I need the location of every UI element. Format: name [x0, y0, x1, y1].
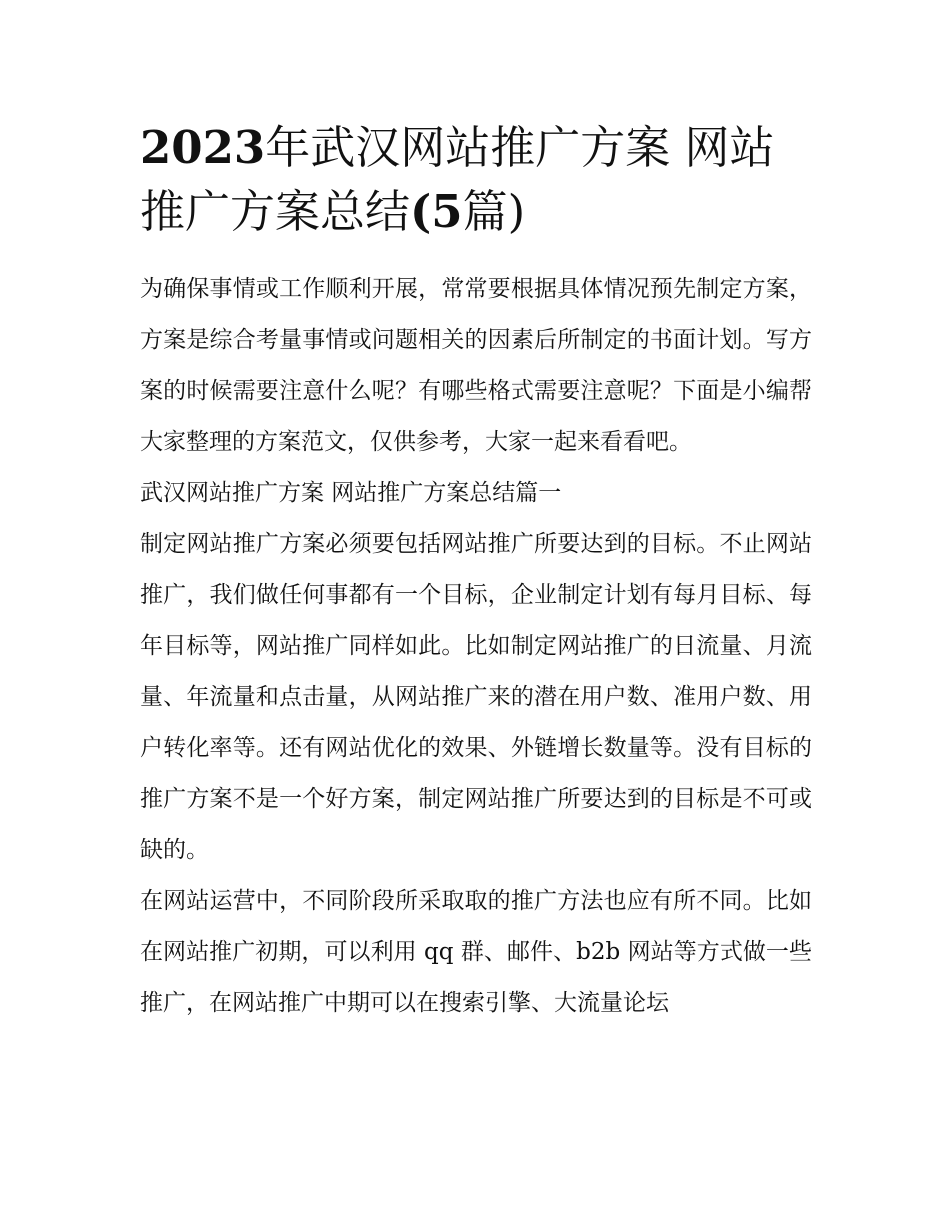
document-content [140, 116, 812, 1029]
title-main: 年武汉网站推广方案 网站推广方案总结 [140, 121, 775, 238]
section-heading: 武汉网站推广方案 网站推广方案总结篇一 [140, 480, 562, 506]
title-unit: 篇) [462, 185, 526, 238]
body-paragraph-methods: 在网站运营中，不同阶段所采取取的推广方法也应有所不同。比如在网站推广初期，可以利用 qq 群、邮件、b2b 网站等方式做一些推广，在网站推广中期可以在搜索引擎、大流量论坛 [140, 888, 812, 1016]
title-count: (5 [410, 185, 463, 238]
body-paragraph-goals: 制定网站推广方案必须要包括网站推广所要达到的目标。不止网站推广，我们做任何事都有一个目标，企业制定计划有每月目标、每年目标等，网站推广同样如此。比如制定网站推广的日流量、月流量、年流量和点击量，从网站推广来的潜在用户数、准用户数、用户转化率等。还有网站优化的效果、外链增长数量等。没有目标的推广方案不是一个好方案，制定网站推广所要达到的目标是不可或缺的。 [140, 531, 812, 863]
intro-paragraph: 为确保事情或工作顺利开展，常常要根据具体情况预先制定方案，方案是综合考量事情或问题相关的因素后所制定的书面计划。写方案的时候需要注意什么呢？有哪些格式需要注意呢？下面是小编帮大家整理的方案范文，仅供参考，大家一起来看看吧。 [140, 276, 812, 455]
document-title [140, 116, 812, 244]
title-year: 2023 [140, 121, 266, 174]
